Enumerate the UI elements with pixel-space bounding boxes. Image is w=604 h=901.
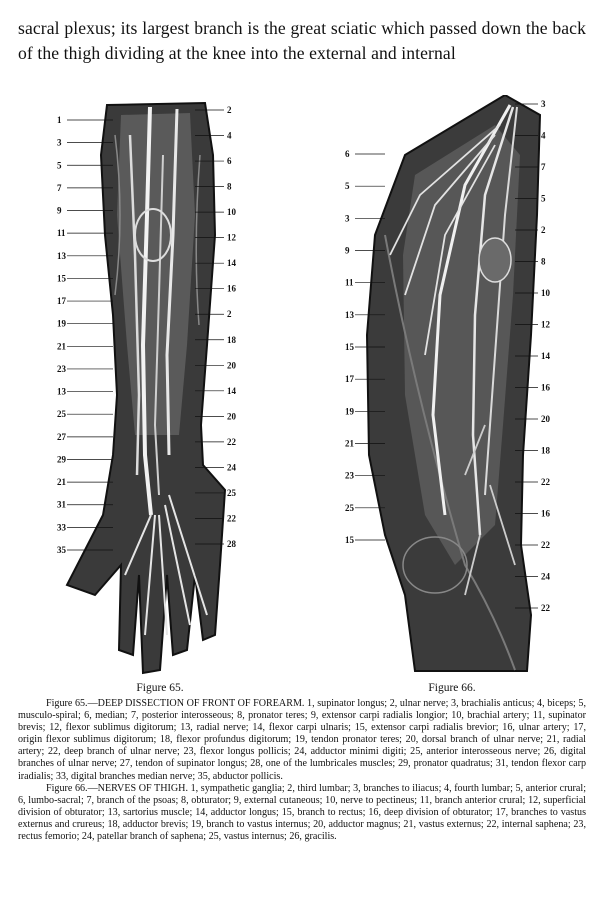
figure-number-label: 25 xyxy=(345,502,354,513)
figure-number-label: 6 xyxy=(227,156,232,167)
figure-number-label: 20 xyxy=(227,360,236,371)
thigh-illustration xyxy=(345,95,565,675)
figure-number-label: 5 xyxy=(541,193,546,204)
figure-number-label: 22 xyxy=(541,477,550,487)
figure-number-label: 25 xyxy=(57,409,66,420)
figure-number-label: 24 xyxy=(227,462,236,473)
figure-65 xyxy=(55,95,255,675)
figure-number-label: 28 xyxy=(227,539,236,549)
figure-number-label: 13 xyxy=(57,250,66,261)
figure-number-label: 11 xyxy=(345,277,354,288)
figure-number-label: 22 xyxy=(541,603,550,613)
intro-paragraph: sacral plexus; its largest branch is the great sciatic which passed down the back of the thigh dividing at the knee into the external and internal xyxy=(18,18,586,63)
figure-number-label: 35 xyxy=(57,545,66,555)
figure-number-label: 18 xyxy=(227,334,236,345)
figure-number-label: 14 xyxy=(227,385,236,396)
figure-number-label: 4 xyxy=(541,130,546,141)
figure-number-label: 2 xyxy=(227,105,232,115)
figure-number-label: 15 xyxy=(345,535,354,545)
figure-number-label: 22 xyxy=(227,436,236,447)
figure-65-caption: Figure 65. xyxy=(136,682,184,694)
figure-number-label: 33 xyxy=(57,522,66,533)
figure-number-label: 2 xyxy=(227,309,232,320)
figure-66-legend: Figure 66.—NERVES OF THIGH. 1, sympathetic ganglia; 2, third lumbar; 3, branches to iliacus; 4, fourth lumbar; 5, anterior crural; 6, lumbo-sacral; 7, branch of the psoas; 8, obturator; 9, external cutaneous; 10, nerve to pectineus; 11, branch anterior crural; 12, superficial division of obturator; 13, sartorius muscle; 14, adductor longus; 15, branch to rectus; 16, deep division of obturator; 17, branches to vastus externus and crureus; 18, adductor brevis; 19, branch to vastus internus; 20, adductor magnus; 21, vastus externus; 22, internal saphena; 23, rectus femorio; 24, patellar branch of saphena; 25, vastus internus; 26, gracilis. xyxy=(18,782,586,843)
figure-65-legend: Figure 65.—DEEP DISSECTION OF FRONT OF FOREARM. 1, supinator longus; 2, ulnar nerve; 3, brachialis anticus; 4, biceps; 5, musculo-spiral; 6, median; 7, posterior interosseous; 8, pronator teres; 9, extensor carpi radialis longior; 10, brachial artery; 11, supinator brevis; 12, flexor sublimus digitorum; 13, radial nerve; 14, flexor carpi ulnaris; 15, extensor carpi radialis brevior; 16, ulnar artery; 17, origin flexor sublimus digitorum; 18, flexor profundus digitorum; 19, tendon pronator teres; 20, dorsal branch of ulnar nerve; 21, radial artery; 22, deep branch of ulnar nerve; 23, flexor longus pollicis; 24, adductor minimi digiti; 25, anterior interosseous nerve; 26, digital branches of ulnar nerve; 27, tendon of supinator longus; 28, one of the lumbricales muscles; 29, pronator quadratus; 31, tendon flexor carp iradialis; 33, digital branches median nerve; 35, abductor pollicis. xyxy=(18,698,586,782)
figure-number-label: 22 xyxy=(227,513,236,524)
figure-number-label: 15 xyxy=(57,273,66,284)
figure-number-label: 11 xyxy=(57,228,66,239)
figure-66 xyxy=(345,95,565,675)
figure-number-label: 12 xyxy=(541,319,550,330)
figure-number-label: 14 xyxy=(227,258,236,269)
figure-number-label: 4 xyxy=(227,130,232,141)
figure-number-label: 25 xyxy=(227,487,236,498)
figure-number-label: 3 xyxy=(57,137,62,148)
figure-number-label: 2 xyxy=(541,225,546,235)
figure-number-label: 18 xyxy=(541,445,550,456)
figure-number-label: 21 xyxy=(345,438,354,449)
figure-number-label: 5 xyxy=(345,181,350,192)
figure-number-label: 14 xyxy=(541,351,550,361)
figure-number-label: 7 xyxy=(57,182,62,193)
figure-number-label: 21 xyxy=(57,341,66,352)
figure-number-label: 9 xyxy=(345,245,350,256)
figure-66-caption: Figure 66. xyxy=(428,682,476,694)
figure-number-label: 20 xyxy=(227,411,236,422)
figure-number-label: 3 xyxy=(345,213,350,224)
figure-number-label: 9 xyxy=(57,205,62,216)
figure-number-label: 10 xyxy=(541,288,550,298)
figure-number-label: 13 xyxy=(345,309,354,320)
figure-number-label: 8 xyxy=(227,181,232,192)
figure-number-label: 3 xyxy=(541,99,546,109)
figure-number-label: 23 xyxy=(345,470,354,481)
figure-number-label: 19 xyxy=(345,406,354,417)
figure-number-label: 7 xyxy=(541,162,546,172)
figure-number-label: 24 xyxy=(541,571,550,582)
figure-number-label: 8 xyxy=(541,256,546,267)
thigh-drawing xyxy=(367,95,540,671)
figure-number-label: 31 xyxy=(57,499,66,510)
figure-number-label: 12 xyxy=(227,232,236,243)
figure-number-label: 1 xyxy=(57,115,62,125)
figure-number-label: 27 xyxy=(57,431,66,442)
figure-number-label: 16 xyxy=(541,508,550,519)
figure-number-label: 17 xyxy=(57,296,66,307)
figure-number-label: 21 xyxy=(57,477,66,488)
figure-number-label: 16 xyxy=(541,382,550,393)
figure-number-label: 16 xyxy=(227,283,236,294)
figure-number-label: 10 xyxy=(227,207,236,218)
figure-number-label: 23 xyxy=(57,363,66,374)
figure-number-label: 5 xyxy=(57,160,62,171)
figure-number-label: 19 xyxy=(57,318,66,329)
figure-number-label: 22 xyxy=(541,540,550,550)
figure-number-label: 6 xyxy=(345,149,350,159)
figure-number-label: 15 xyxy=(345,342,354,352)
forearm-drawing xyxy=(67,103,225,673)
figure-legend xyxy=(18,698,586,843)
figure-number-label: 13 xyxy=(57,386,66,397)
figure-number-label: 17 xyxy=(345,374,354,385)
figure-number-label: 20 xyxy=(541,414,550,424)
figure-number-label: 29 xyxy=(57,454,66,465)
forearm-illustration xyxy=(55,95,255,675)
